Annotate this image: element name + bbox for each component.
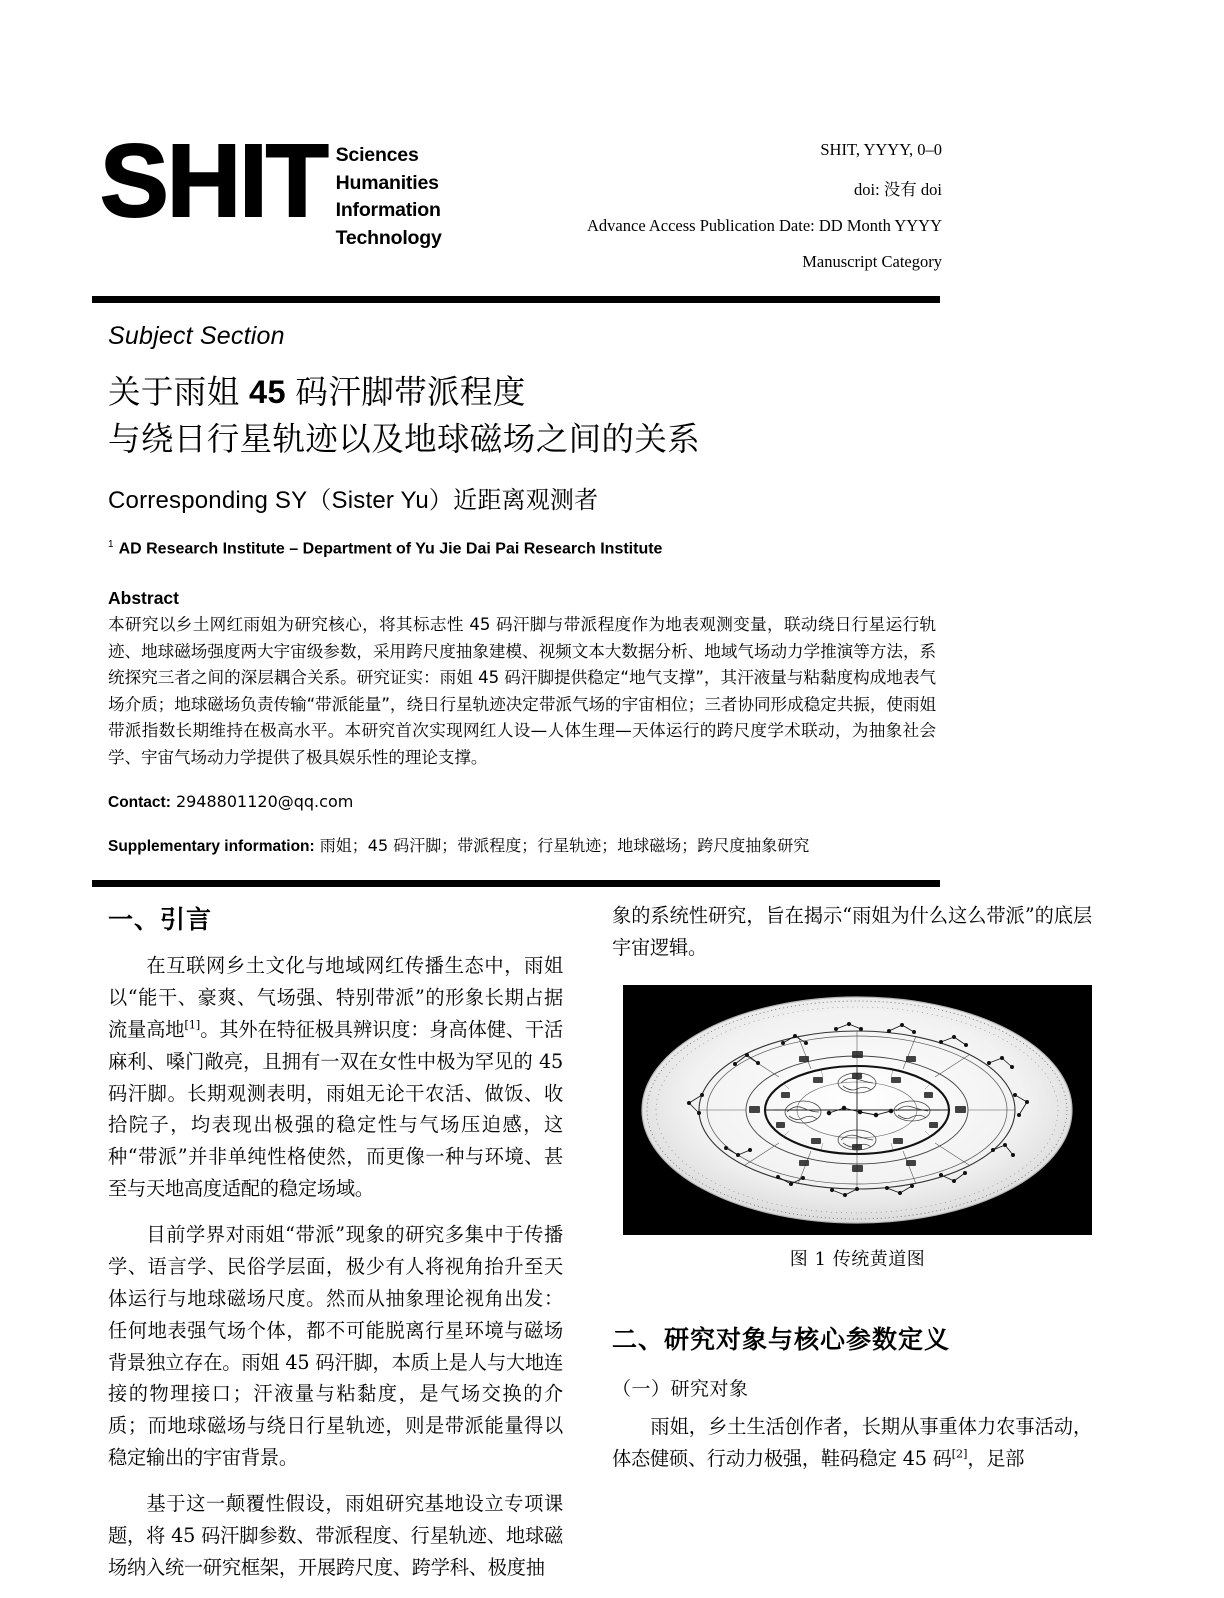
figure-1-caption: 图 1 传统黄道图 [789,1249,926,1270]
paragraph-1-part-b: 。其外在特征极具辨识度：身高体健、干活麻利、嗓门敞亮，且拥有一双在女性中极为罕见的 45 码汗脚。长期观测表明，雨姐无论干农活、做饭、收拾院子，均表现出极强的稳定性与气场压迫感，这种“带派”并非单纯性格使然，而更像一种与环境、甚至与天地高度适配的稳定场域。 [108,1017,564,1201]
abstract-block [108,588,936,856]
contact-line [108,792,936,812]
abstract-heading: Abstract [108,588,179,608]
paragraph-2: 目前学界对雨姐“带派”现象的研究多集中于传播学、语言学、民俗学层面，极少有人将视角抬升至天体运行与地球磁场尺度。然而从抽象理论视角出发：任何地表强气场个体，都不可能脱离行星环境与磁场背景独立存在。雨姐 45 码汗脚，本质上是人与大地连接的物理接口；汗液量与粘黏度，是气场交换的介质；而地球磁场与绕日行星轨迹，则是带派能量得以稳定输出的宇宙背景。 [108,1223,563,1470]
abstract-text: 本研究以乡土网红雨姐为研究核心，将其标志性 45 码汗脚与带派程度作为地表观测变量，联动绕日行星运行轨迹、地球磁场强度两大宇宙级参数，采用跨尺度抽象建模、视频文本大数据分析、地域气场动力学推演等方法，系统探究三者之间的深层耦合关系。研究证实：雨姐 45 码汗脚提供稳定“地气支撑”，其汗液量与粘黏度构成地表气场介质；地球磁场负责传输“带派能量”，绕日行星轨迹决定带派气场的宇宙相位；三者协同形成稳定共振，使雨姐带派指数长期维持在极高水平。本研究首次实现网红人设—人体生理—天体运行的跨尺度学术联动，为抽象社会学、宇宙气场动力学提供了极具娱乐性的理论支撑。 [108,615,936,767]
supplementary-keywords: 雨姐；45 码汗脚；带派程度；行星轨迹；地球磁场；跨尺度抽象研究 [314,836,810,856]
subsection-2-1-heading: （一）研究对象 [612,1378,749,1400]
contact-email: 2948801120@qq.com [170,792,354,812]
affiliation-marker: 1 [108,538,114,550]
subject-section-label: Subject Section [108,322,285,350]
contact-label: Contact: [108,794,171,812]
title-line1-part-a: 关于雨姐 [108,374,250,410]
paragraph-5-part-a: 雨姐，乡土生活创作者，长期从事重体力农事活动，体态健硕、行动力极强，鞋码稳定 45 码 [612,1415,1092,1470]
citation-line: SHIT, YYYY, 0–0 [820,140,942,159]
journal-logo-mark: SHIT [100,123,327,238]
citation-ref-1: [1] [184,1017,201,1032]
title-block [108,322,938,558]
traditional-zodiac-chart-image [623,985,1092,1235]
section-1-heading: 一、引言 [108,905,213,934]
title-line-1 [108,374,526,410]
title-line-2: 与绕日行星轨迹以及地球磁场之间的关系 [108,421,701,458]
paragraph-4-continued: 象的系统性研究，旨在揭示“雨姐为什么这么带派”的底层宇宙逻辑。 [612,904,1092,959]
title-line1-shoe-size: 45 [249,374,286,410]
body-divider-rule [92,880,940,887]
masthead [92,123,942,271]
left-column [108,900,563,1598]
logo-word-sciences: Sciences [335,144,419,166]
header-divider-rule [92,296,940,303]
journal-metadata [522,140,942,272]
figure-1 [623,985,1092,1271]
zodiac-chart-svg [623,985,1092,1235]
journal-logo [100,123,442,253]
logo-word-information: Information [335,199,441,222]
right-column-lower [612,1320,1092,1489]
manuscript-category-line: Manuscript Category [802,252,942,271]
logo-word-humanities: Humanities [335,171,439,194]
paragraph-1 [108,950,563,1205]
paragraph-1-part-a: 在互联网乡土文化与地域网红传播生态中，雨姐以“能干、豪爽、气场强、特别带派”的形象长期占据流量高地 [108,954,563,1041]
journal-logo-words [336,142,442,253]
affiliation-text: AD Research Institute – Department of Yu Jie Dai Pai Research Institute [118,540,663,558]
logo-word-technology: Technology [335,227,442,250]
paragraph-5-part-b: ，足部 [967,1446,1025,1470]
title-line1-part-b: 码汗脚带派程度 [285,374,526,410]
affiliation-line [108,539,938,558]
supplementary-label: Supplementary information: [108,838,315,856]
paragraph-3: 基于这一颠覆性假设，雨姐研究基地设立专项课题，将 45 码汗脚参数、带派程度、行星轨迹、地球磁场纳入统一研究框架，开展跨尺度、跨学科、极度抽 [108,1492,563,1579]
paragraph-5 [612,1411,1092,1475]
page-title [108,369,938,464]
supplementary-line [108,833,936,856]
citation-ref-2: [2] [951,1446,968,1461]
advance-access-line: Advance Access Publication Date: DD Month YYYY [587,216,942,235]
doi-line: doi: 没有 doi [853,180,942,199]
right-column [612,900,1092,978]
section-2-heading: 二、研究对象与核心参数定义 [612,1325,951,1354]
corresponding-author: Corresponding SY（Sister Yu）近距离观测者 [108,486,599,514]
